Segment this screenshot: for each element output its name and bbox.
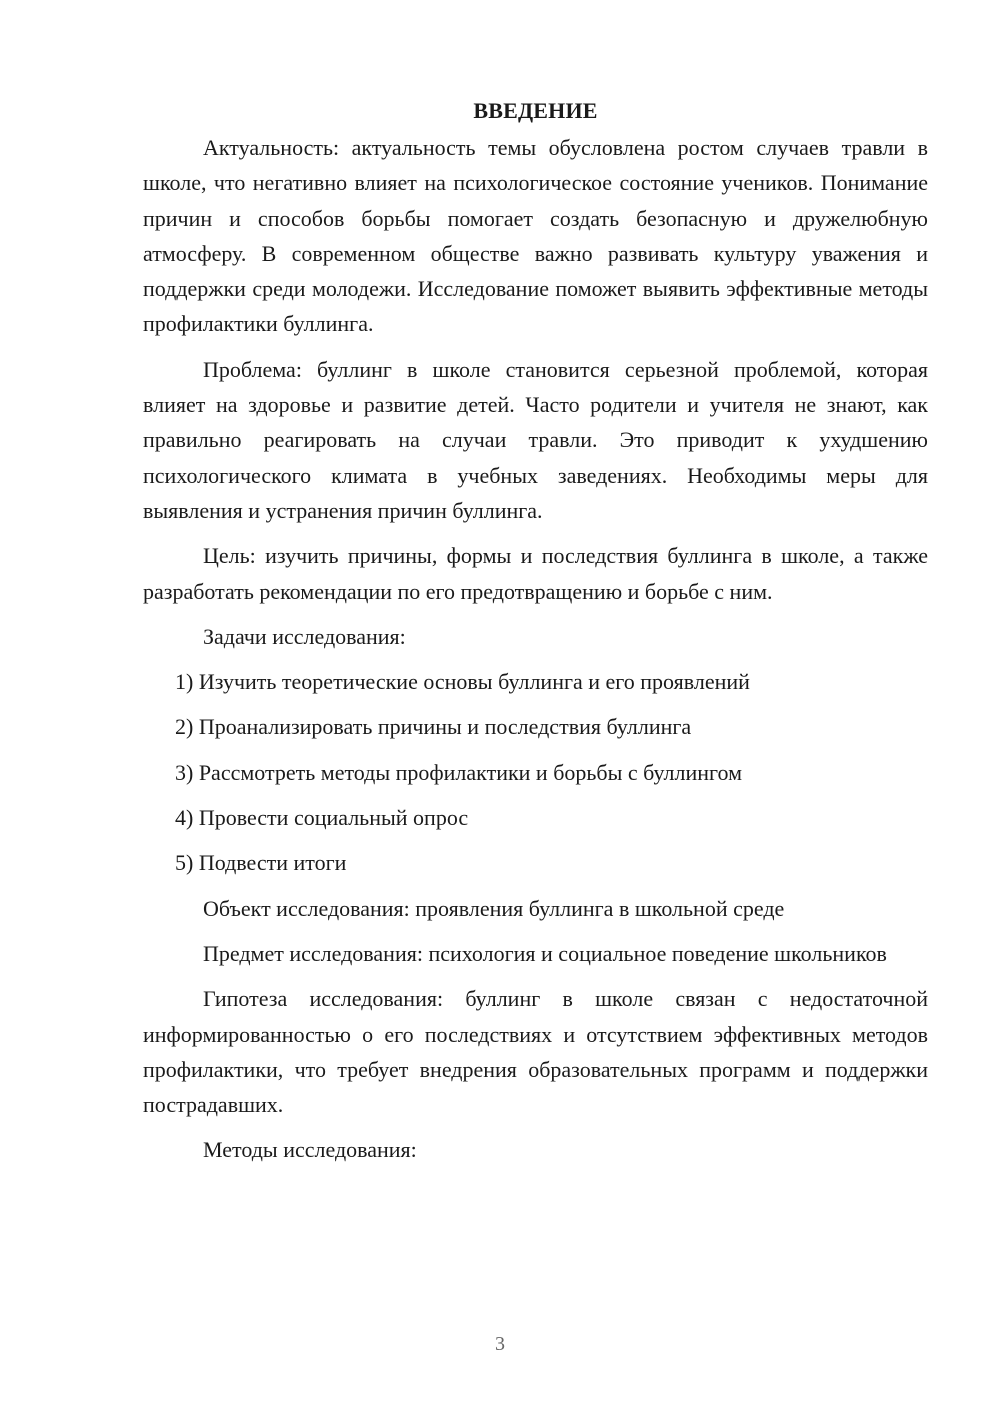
tasks-list <box>143 664 928 880</box>
paragraph-problem: Проблема: буллинг в школе становится серьезной проблемой, которая влияет на здоровье и развитие детей. Часто родители и учителя не знают, как правильно реагировать на случаи травли. Это приводит к ухудшению психологического климата в учебных заведениях. Необходимы меры для выявления и устранения причин буллинга. <box>143 356 928 523</box>
page-title: ВВЕДЕНИЕ <box>473 98 598 123</box>
paragraph-object: Объект исследования: проявления буллинга в школьной среде <box>203 895 785 921</box>
document-page <box>143 94 928 1178</box>
list-item: 1) Изучить теоретические основы буллинга и его проявлений <box>175 669 750 695</box>
paragraph-subject: Предмет исследования: психология и социальное поведение школьников <box>203 940 887 966</box>
methods-heading: Методы исследования: <box>203 1137 417 1163</box>
paragraph-relevance: Актуальность: актуальность темы обусловлена ростом случаев травли в школе, что негативно влияет на психологическое состояние учеников. Понимание причин и способов борьбы помогает создать безопасную и дружелюбную атмосферу. В современном обществе важно развивать культуру уважения и поддержки среди молодежи. Исследование поможет выявить эффективные методы профилактики буллинга. <box>143 135 928 337</box>
paragraph-hypothesis: Гипотеза исследования: буллинг в школе связан с недостаточной информированностью о его последствиях и отсутствием эффективных методов профилактики, что требует внедрения образовательных программ и поддержки пострадавших. <box>143 986 928 1118</box>
list-item: 2) Проанализировать причины и последствия буллинга <box>175 714 692 740</box>
list-item: 5) Подвести итоги <box>175 850 347 876</box>
page-number: 3 <box>495 1333 505 1355</box>
list-item: 3) Рассмотреть методы профилактики и борьбы с буллингом <box>175 759 743 785</box>
paragraph-goal: Цель: изучить причины, формы и последствия буллинга в школе, а также разработать рекомендации по его предотвращению и борьбе с ним. <box>143 543 928 604</box>
list-item: 4) Провести социальный опрос <box>175 805 469 831</box>
tasks-heading: Задачи исследования: <box>203 623 406 649</box>
